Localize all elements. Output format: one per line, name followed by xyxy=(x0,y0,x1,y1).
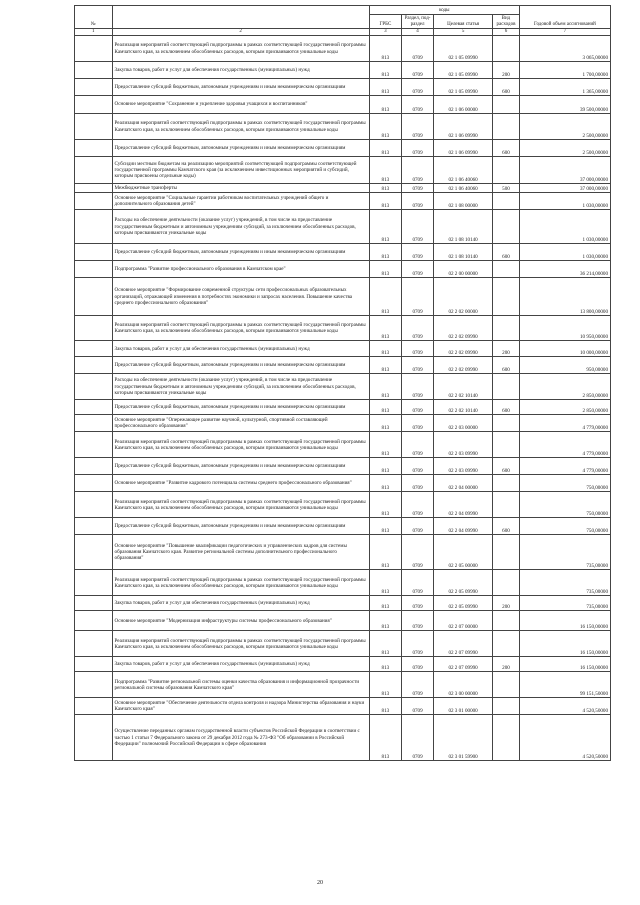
row-section-cell: 0709 xyxy=(401,596,433,611)
row-amount-cell: 16 150,00000 xyxy=(519,611,610,631)
row-expense-type-cell xyxy=(493,672,520,698)
row-section-cell: 0709 xyxy=(401,374,433,400)
col-annual-header: Годовой объем ассигнований xyxy=(519,6,610,29)
row-number-cell xyxy=(75,210,113,244)
row-amount-cell: 1 030,00000 xyxy=(519,193,610,210)
row-name-cell: Расходы на обеспечение деятельности (оказание услуг) учреждений, в том числе на предоставление государственным бюджетным и автономным учреждениям субсидий, за исключением обособленных расходов, которым присваиваются уникальные коды xyxy=(112,210,369,244)
row-target-cell: 02 2 05 09990 xyxy=(434,596,493,611)
table-row xyxy=(75,715,611,761)
row-section-cell: 0709 xyxy=(401,341,433,357)
row-target-cell: 02 3 01 59900 xyxy=(434,715,493,761)
row-target-cell: 02 2 02 09990 xyxy=(434,341,493,357)
row-number-cell xyxy=(75,570,113,596)
row-grbs-cell: 813 xyxy=(369,715,401,761)
row-name-cell: Реализация мероприятий соответствующей подпрограммы в рамках соответствующей государственной программы Камчатского края, за исключением обособленных расходов, которым присваиваются уникальные коды xyxy=(112,492,369,518)
row-section-cell: 0709 xyxy=(401,611,433,631)
row-amount-cell: 39 500,00000 xyxy=(519,96,610,114)
row-name-cell: Реализация мероприятий соответствующей подпрограммы в рамках соответствующей государственной программы Камчатского края, за исключением обособленных расходов, которым присваиваются уникальные коды xyxy=(112,631,369,657)
row-section-cell: 0709 xyxy=(401,193,433,210)
row-grbs-cell: 813 xyxy=(369,458,401,475)
row-section-cell: 0709 xyxy=(401,261,433,278)
row-number-cell xyxy=(75,140,113,157)
row-grbs-cell: 813 xyxy=(369,140,401,157)
column-index: 1 xyxy=(75,29,113,36)
codes-group-header: коды xyxy=(369,6,519,15)
row-number-cell xyxy=(75,432,113,458)
row-expense-type-cell xyxy=(493,570,520,596)
row-section-cell: 0709 xyxy=(401,518,433,535)
row-target-cell: 02 1 05 09990 xyxy=(434,36,493,62)
row-amount-cell: 750,00000 xyxy=(519,475,610,492)
column-index: 6 xyxy=(493,29,520,36)
row-target-cell: 02 2 02 00000 xyxy=(434,278,493,316)
row-target-cell: 02 1 06 40060 xyxy=(434,157,493,184)
row-target-cell: 02 2 02 10140 xyxy=(434,374,493,400)
col-grbs-header: ГРБС xyxy=(369,15,401,29)
row-name-cell: Закупка товаров, работ и услуг для обеспечения государственных (муниципальных) нужд xyxy=(112,657,369,672)
row-target-cell: 02 2 02 09990 xyxy=(434,357,493,374)
table-row xyxy=(75,535,611,570)
table-row xyxy=(75,79,611,96)
row-name-cell: Основное мероприятие "Формирование современной структуры сети профессиональных образовательных организаций, отражающей изменения в потребностях экономики и запросах населения. Повышение качества среднего профессионального образования" xyxy=(112,278,369,316)
row-number-cell xyxy=(75,341,113,357)
row-expense-type-cell xyxy=(493,36,520,62)
row-amount-cell: 1 700,00000 xyxy=(519,62,610,79)
table-row xyxy=(75,261,611,278)
table-row xyxy=(75,184,611,193)
row-amount-cell: 13 800,00000 xyxy=(519,278,610,316)
row-expense-type-cell: 200 xyxy=(493,657,520,672)
row-name-cell: Основное мероприятие "Модернизация инфраструктуры системы профессионального образования" xyxy=(112,611,369,631)
row-expense-type-cell: 600 xyxy=(493,458,520,475)
row-amount-cell: 4 779,00000 xyxy=(519,415,610,432)
row-section-cell: 0709 xyxy=(401,535,433,570)
row-grbs-cell: 813 xyxy=(369,432,401,458)
table-row xyxy=(75,114,611,140)
table-row xyxy=(75,316,611,341)
row-number-cell xyxy=(75,157,113,184)
row-amount-cell: 2 850,00000 xyxy=(519,374,610,400)
row-section-cell: 0709 xyxy=(401,657,433,672)
row-target-cell: 02 2 05 09990 xyxy=(434,570,493,596)
row-grbs-cell: 813 xyxy=(369,672,401,698)
row-name-cell: Реализация мероприятий соответствующей подпрограммы в рамках соответствующей государственной программы Камчатского края, за исключением обособленных расходов, которым присваиваются уникальные коды xyxy=(112,36,369,62)
row-number-cell xyxy=(75,596,113,611)
row-expense-type-cell xyxy=(493,715,520,761)
row-grbs-cell: 813 xyxy=(369,341,401,357)
row-target-cell: 02 1 08 00000 xyxy=(434,193,493,210)
row-expense-type-cell xyxy=(493,611,520,631)
row-expense-type-cell: 600 xyxy=(493,140,520,157)
row-number-cell xyxy=(75,79,113,96)
budget-allocation-table xyxy=(74,5,611,761)
row-amount-cell: 4 520,50000 xyxy=(519,698,610,715)
row-target-cell: 02 2 02 10140 xyxy=(434,400,493,415)
row-expense-type-cell: 600 xyxy=(493,79,520,96)
table-row xyxy=(75,140,611,157)
row-section-cell: 0709 xyxy=(401,432,433,458)
column-index: 3 xyxy=(369,29,401,36)
row-expense-type-cell: 600 xyxy=(493,518,520,535)
row-section-cell: 0709 xyxy=(401,631,433,657)
row-grbs-cell: 813 xyxy=(369,278,401,316)
row-expense-type-cell xyxy=(493,492,520,518)
row-expense-type-cell: 600 xyxy=(493,357,520,374)
row-number-cell xyxy=(75,657,113,672)
row-number-cell xyxy=(75,415,113,432)
row-amount-cell: 99 151,50000 xyxy=(519,672,610,698)
row-amount-cell: 37 000,00000 xyxy=(519,157,610,184)
row-number-cell xyxy=(75,62,113,79)
row-number-cell xyxy=(75,184,113,193)
table-row xyxy=(75,698,611,715)
row-section-cell: 0709 xyxy=(401,184,433,193)
row-expense-type-cell: 200 xyxy=(493,62,520,79)
row-amount-cell: 735,00000 xyxy=(519,596,610,611)
table-row xyxy=(75,631,611,657)
row-expense-type-cell: 600 xyxy=(493,244,520,261)
row-number-cell xyxy=(75,631,113,657)
row-amount-cell: 3 065,00000 xyxy=(519,36,610,62)
row-number-cell xyxy=(75,611,113,631)
row-section-cell: 0709 xyxy=(401,492,433,518)
row-expense-type-cell xyxy=(493,261,520,278)
row-name-cell: Предоставление субсидий бюджетным, автономным учреждениям и иным некоммерческим организациям xyxy=(112,400,369,415)
row-target-cell: 02 2 00 00000 xyxy=(434,261,493,278)
row-number-cell xyxy=(75,475,113,492)
row-expense-type-cell xyxy=(493,96,520,114)
row-number-cell xyxy=(75,458,113,475)
row-number-cell xyxy=(75,278,113,316)
row-name-cell: Закупка товаров, работ и услуг для обеспечения государственных (муниципальных) нужд xyxy=(112,62,369,79)
row-name-cell: Основное мероприятие "Сохранение и укрепление здоровья учащихся и воспитанников" xyxy=(112,96,369,114)
row-target-cell: 02 3 01 00000 xyxy=(434,698,493,715)
row-grbs-cell: 813 xyxy=(369,611,401,631)
row-grbs-cell: 813 xyxy=(369,657,401,672)
row-section-cell: 0709 xyxy=(401,415,433,432)
row-amount-cell: 1 030,00000 xyxy=(519,244,610,261)
row-section-cell: 0709 xyxy=(401,140,433,157)
row-expense-type-cell xyxy=(493,631,520,657)
row-number-cell xyxy=(75,374,113,400)
row-number-cell xyxy=(75,535,113,570)
row-target-cell: 02 1 06 40060 xyxy=(434,184,493,193)
table-body xyxy=(75,36,611,761)
row-number-cell xyxy=(75,672,113,698)
row-name-cell: Основное мероприятие "Обеспечение деятельности отдела контроля и надзора Министерства образования и науки Камчатского края" xyxy=(112,698,369,715)
table-row xyxy=(75,96,611,114)
row-grbs-cell: 813 xyxy=(369,518,401,535)
row-section-cell: 0709 xyxy=(401,114,433,140)
row-number-cell xyxy=(75,244,113,261)
row-name-cell: Подпрограмма "Развитие региональной системы оценки качества образования и информационной прозрачности региональной системы образования Камчатского края" xyxy=(112,672,369,698)
row-expense-type-cell xyxy=(493,415,520,432)
row-number-cell xyxy=(75,698,113,715)
row-target-cell: 02 1 06 09990 xyxy=(434,140,493,157)
col-expense-type-header: Вид расходов xyxy=(493,15,520,29)
column-index: 2 xyxy=(112,29,369,36)
row-target-cell: 02 2 03 09990 xyxy=(434,458,493,475)
row-target-cell: 02 1 06 09990 xyxy=(434,114,493,140)
row-section-cell: 0709 xyxy=(401,157,433,184)
row-target-cell: 02 2 04 00000 xyxy=(434,475,493,492)
row-section-cell: 0709 xyxy=(401,244,433,261)
col-number-header: № xyxy=(75,6,113,29)
row-target-cell: 02 2 07 09990 xyxy=(434,657,493,672)
row-grbs-cell: 813 xyxy=(369,157,401,184)
row-target-cell: 02 1 05 09990 xyxy=(434,79,493,96)
row-amount-cell: 16 150,00000 xyxy=(519,631,610,657)
page-number: 20 xyxy=(317,880,323,886)
row-grbs-cell: 813 xyxy=(369,62,401,79)
row-expense-type-cell: 500 xyxy=(493,184,520,193)
table-row xyxy=(75,672,611,698)
row-grbs-cell: 813 xyxy=(369,114,401,140)
row-expense-type-cell: 600 xyxy=(493,400,520,415)
row-name-cell: Предоставление субсидий бюджетным, автономным учреждениям и иным некоммерческим организациям xyxy=(112,518,369,535)
row-expense-type-cell xyxy=(493,157,520,184)
row-target-cell: 02 2 04 09990 xyxy=(434,518,493,535)
row-grbs-cell: 813 xyxy=(369,374,401,400)
row-expense-type-cell xyxy=(493,193,520,210)
row-section-cell: 0709 xyxy=(401,715,433,761)
row-name-cell: Субсидии местным бюджетам на реализацию мероприятий соответствующей подпрограммы соответствующей государственной программы Камчатского края (за исключением инвестиционных мероприятий и субсидий, которым присвоены отдельные коды) xyxy=(112,157,369,184)
row-grbs-cell: 813 xyxy=(369,261,401,278)
table-row xyxy=(75,657,611,672)
row-target-cell: 02 1 06 00000 xyxy=(434,96,493,114)
row-amount-cell: 36 214,00000 xyxy=(519,261,610,278)
row-number-cell xyxy=(75,316,113,341)
row-grbs-cell: 813 xyxy=(369,79,401,96)
row-section-cell: 0709 xyxy=(401,357,433,374)
column-index: 4 xyxy=(401,29,433,36)
row-target-cell: 02 2 05 00000 xyxy=(434,535,493,570)
row-target-cell: 02 2 03 00000 xyxy=(434,415,493,432)
table-row xyxy=(75,492,611,518)
row-name-cell: Межбюджетные трансферты xyxy=(112,184,369,193)
row-name-cell: Предоставление субсидий бюджетным, автономным учреждениям и иным некоммерческим организациям xyxy=(112,140,369,157)
table-row xyxy=(75,210,611,244)
row-amount-cell: 750,00000 xyxy=(519,492,610,518)
row-amount-cell: 735,00000 xyxy=(519,535,610,570)
row-amount-cell: 2 850,00000 xyxy=(519,400,610,415)
row-number-cell xyxy=(75,518,113,535)
table-row xyxy=(75,244,611,261)
row-expense-type-cell xyxy=(493,278,520,316)
row-grbs-cell: 813 xyxy=(369,596,401,611)
table-row xyxy=(75,415,611,432)
row-name-cell: Реализация мероприятий соответствующей подпрограммы в рамках соответствующей государственной программы Камчатского края, за исключением обособленных расходов, которым присваиваются уникальные коды xyxy=(112,570,369,596)
row-target-cell: 02 2 07 00000 xyxy=(434,611,493,631)
table-row xyxy=(75,374,611,400)
row-grbs-cell: 813 xyxy=(369,193,401,210)
row-section-cell: 0709 xyxy=(401,475,433,492)
row-grbs-cell: 813 xyxy=(369,244,401,261)
row-number-cell xyxy=(75,357,113,374)
row-section-cell: 0709 xyxy=(401,672,433,698)
row-amount-cell: 735,00000 xyxy=(519,570,610,596)
row-grbs-cell: 813 xyxy=(369,357,401,374)
row-grbs-cell: 813 xyxy=(369,400,401,415)
table-row xyxy=(75,62,611,79)
row-name-cell: Закупка товаров, работ и услуг для обеспечения государственных (муниципальных) нужд xyxy=(112,341,369,357)
row-name-cell: Предоставление субсидий бюджетным, автономным учреждениям и иным некоммерческим организациям xyxy=(112,79,369,96)
row-amount-cell: 10 950,00000 xyxy=(519,316,610,341)
column-number-row xyxy=(75,29,611,36)
row-number-cell xyxy=(75,261,113,278)
row-name-cell: Подпрограмма "Развитие профессионального образования в Камчатском крае" xyxy=(112,261,369,278)
row-section-cell: 0709 xyxy=(401,698,433,715)
row-grbs-cell: 813 xyxy=(369,698,401,715)
row-name-cell: Предоставление субсидий бюджетным, автономным учреждениям и иным некоммерческим организациям xyxy=(112,458,369,475)
row-amount-cell: 4 779,00000 xyxy=(519,458,610,475)
row-grbs-cell: 813 xyxy=(369,570,401,596)
row-amount-cell: 4 779,00000 xyxy=(519,432,610,458)
col-name-header xyxy=(112,6,369,29)
row-grbs-cell: 813 xyxy=(369,96,401,114)
row-section-cell: 0709 xyxy=(401,79,433,96)
row-target-cell: 02 2 02 09990 xyxy=(434,316,493,341)
row-expense-type-cell: 200 xyxy=(493,341,520,357)
table-row xyxy=(75,596,611,611)
row-section-cell: 0709 xyxy=(401,400,433,415)
table-row xyxy=(75,341,611,357)
row-section-cell: 0709 xyxy=(401,458,433,475)
table-row xyxy=(75,36,611,62)
row-grbs-cell: 813 xyxy=(369,492,401,518)
row-expense-type-cell xyxy=(493,210,520,244)
row-section-cell: 0709 xyxy=(401,96,433,114)
table-row xyxy=(75,611,611,631)
row-amount-cell: 2 500,00000 xyxy=(519,140,610,157)
row-target-cell: 02 3 00 00000 xyxy=(434,672,493,698)
column-index: 7 xyxy=(519,29,610,36)
row-expense-type-cell xyxy=(493,432,520,458)
row-target-cell: 02 2 03 09990 xyxy=(434,432,493,458)
row-target-cell: 02 1 08 10140 xyxy=(434,244,493,261)
row-section-cell: 0709 xyxy=(401,210,433,244)
row-amount-cell: 750,00000 xyxy=(519,518,610,535)
row-name-cell: Осуществление переданных органам государственной власти субъектов Российской Федерации в соответствии с частью 1 статьи 7 Федерального закона от 29 декабря 2012 года № 273-ФЗ "Об образовании в Российской Федерации" полномочий Российской Федерации в сфере образования xyxy=(112,715,369,761)
table-row xyxy=(75,518,611,535)
row-name-cell: Основное мероприятие "Социальные гарантии работникам воспитательных учреждений общего и дополнительного образования детей" xyxy=(112,193,369,210)
row-number-cell xyxy=(75,96,113,114)
row-number-cell xyxy=(75,193,113,210)
table-row xyxy=(75,458,611,475)
col-target-header: Целевая статья xyxy=(434,15,493,29)
row-amount-cell: 10 000,00000 xyxy=(519,341,610,357)
row-amount-cell: 1 030,00000 xyxy=(519,210,610,244)
row-section-cell: 0709 xyxy=(401,62,433,79)
table-row xyxy=(75,278,611,316)
column-index: 5 xyxy=(434,29,493,36)
row-grbs-cell: 813 xyxy=(369,210,401,244)
table-row xyxy=(75,570,611,596)
row-expense-type-cell xyxy=(493,316,520,341)
row-section-cell: 0709 xyxy=(401,316,433,341)
table-row xyxy=(75,432,611,458)
row-number-cell xyxy=(75,400,113,415)
row-grbs-cell: 813 xyxy=(369,475,401,492)
table-row xyxy=(75,157,611,184)
row-name-cell: Реализация мероприятий соответствующей подпрограммы в рамках соответствующей государственной программы Камчатского края, за исключением обособленных расходов, которым присваиваются уникальные коды xyxy=(112,432,369,458)
row-target-cell: 02 1 05 09990 xyxy=(434,62,493,79)
row-amount-cell: 16 150,00000 xyxy=(519,657,610,672)
row-name-cell: Расходы на обеспечение деятельности (оказание услуг) учреждений, в том числе на предоставление государственным бюджетным и автономным учреждениям субсидий, за исключением обособленных расходов, которым присваиваются уникальные коды xyxy=(112,374,369,400)
row-amount-cell: 950,00000 xyxy=(519,357,610,374)
row-grbs-cell: 813 xyxy=(369,184,401,193)
row-amount-cell: 4 520,50000 xyxy=(519,715,610,761)
row-name-cell: Предоставление субсидий бюджетным, автономным учреждениям и иным некоммерческим организациям xyxy=(112,357,369,374)
table-row xyxy=(75,475,611,492)
row-name-cell: Реализация мероприятий соответствующей подпрограммы в рамках соответствующей государственной программы Камчатского края, за исключением обособленных расходов, которым присваиваются уникальные коды xyxy=(112,316,369,341)
row-grbs-cell: 813 xyxy=(369,535,401,570)
row-name-cell: Реализация мероприятий соответствующей подпрограммы в рамках соответствующей государственной программы Камчатского края, за исключением обособленных расходов, которым присваиваются уникальные коды xyxy=(112,114,369,140)
row-expense-type-cell xyxy=(493,535,520,570)
row-expense-type-cell xyxy=(493,698,520,715)
row-name-cell: Предоставление субсидий бюджетным, автономным учреждениям и иным некоммерческим организациям xyxy=(112,244,369,261)
row-section-cell: 0709 xyxy=(401,278,433,316)
row-grbs-cell: 813 xyxy=(369,631,401,657)
row-number-cell xyxy=(75,715,113,761)
row-expense-type-cell xyxy=(493,475,520,492)
col-section-header: Раздел, под-раздел xyxy=(401,15,433,29)
row-name-cell: Основное мероприятие "Повышение квалификации педагогических и управленческих кадров для системы образования Камчатского края. Развитие региональной системы дополнительного профессионального образования" xyxy=(112,535,369,570)
row-amount-cell: 2 500,00000 xyxy=(519,114,610,140)
row-expense-type-cell xyxy=(493,114,520,140)
row-grbs-cell: 813 xyxy=(369,36,401,62)
row-target-cell: 02 1 08 10140 xyxy=(434,210,493,244)
row-name-cell: Закупка товаров, работ и услуг для обеспечения государственных (муниципальных) нужд xyxy=(112,596,369,611)
row-number-cell xyxy=(75,36,113,62)
table-row xyxy=(75,400,611,415)
table-row xyxy=(75,357,611,374)
row-amount-cell: 1 365,00000 xyxy=(519,79,610,96)
row-number-cell xyxy=(75,492,113,518)
row-section-cell: 0709 xyxy=(401,570,433,596)
row-grbs-cell: 813 xyxy=(369,415,401,432)
row-number-cell xyxy=(75,114,113,140)
row-name-cell: Основное мероприятие "Развитие кадрового потенциала системы среднего профессионального образования" xyxy=(112,475,369,492)
row-section-cell: 0709 xyxy=(401,36,433,62)
row-expense-type-cell xyxy=(493,374,520,400)
row-grbs-cell: 813 xyxy=(369,316,401,341)
table-row xyxy=(75,193,611,210)
row-name-cell: Основное мероприятие "Опережающее развитие научной, культурной, спортивной составляющей профессионального образования" xyxy=(112,415,369,432)
row-target-cell: 02 2 07 09990 xyxy=(434,631,493,657)
row-expense-type-cell: 200 xyxy=(493,596,520,611)
row-target-cell: 02 2 04 09990 xyxy=(434,492,493,518)
row-amount-cell: 37 000,00000 xyxy=(519,184,610,193)
